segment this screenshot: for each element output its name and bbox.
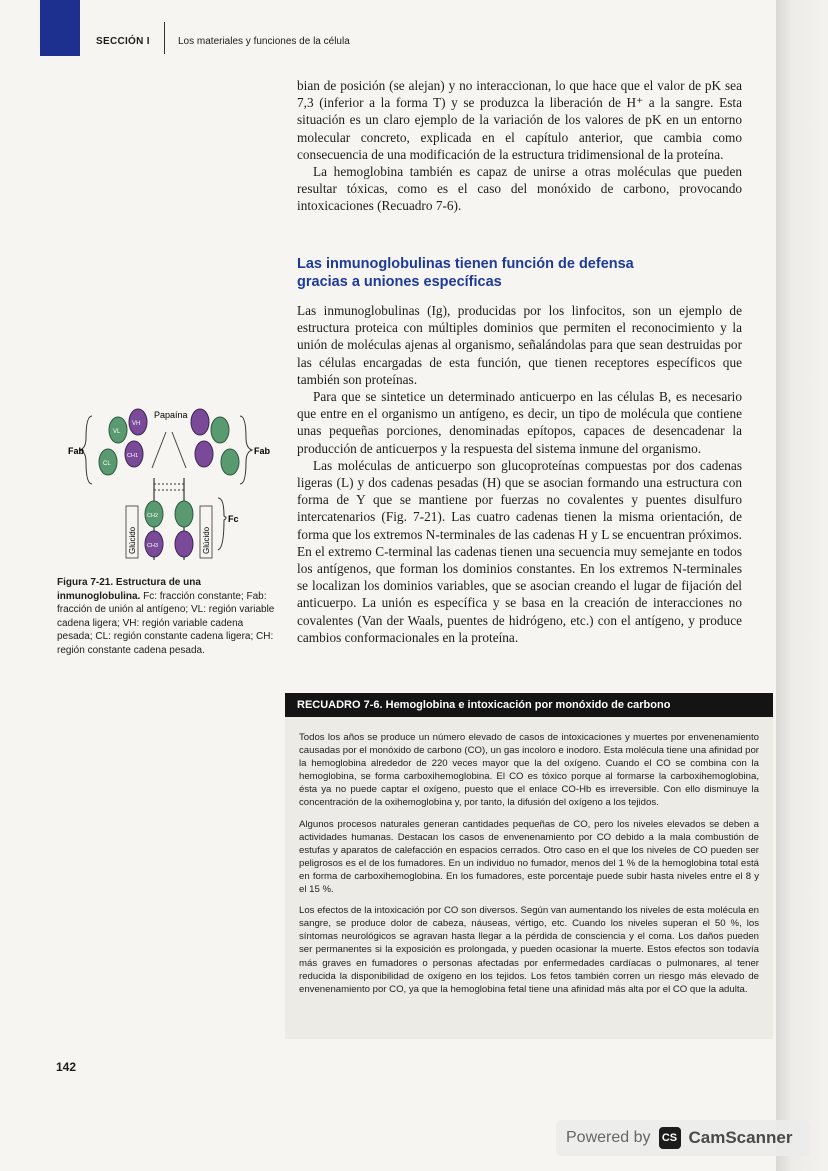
ch2-right-domain [175, 501, 193, 527]
ch1-right-domain [195, 441, 213, 467]
hinge-right [172, 432, 186, 468]
recuadro-box [285, 693, 773, 1039]
watermark-powered-text: Powered by [566, 1129, 651, 1146]
vh-label: VH [132, 421, 141, 427]
watermark-brand: CamScanner [688, 1128, 793, 1147]
recuadro-title: RECUADRO 7-6. Hemoglobina e intoxicación por monóxido de carbono [285, 693, 773, 717]
subheading-line-2: gracias a uniones específicas [297, 274, 502, 290]
recuadro-paragraph-1: Todos los años se produce un número elevado de casos de intoxicaciones y muertes por envenenamiento causadas por el monóxido de carbono (CO), un gas incoloro e inodoro. Esta molécula tiene una afinidad por la hemoglobina alrededor de 220 veces mayor que la del oxígeno. Cuando el CO se combina con la hemoglobina, se forma carboxihemoglobina. El CO es tóxico porque al formarse la carboxihemoglobina, ésta ya no puede captar el oxígeno, puesto que el enlace CO-Hb es irreversible. Con ello disminuye la concentración de la oxihemoglobina y, por tanto, la difusión del oxígeno a los tejidos. [299, 732, 759, 809]
camscanner-logo-icon: CS [659, 1127, 681, 1149]
glucido-right-label: Glúcido [202, 526, 211, 554]
paragraph-5: Las moléculas de anticuerpo son glucoproteínas compuestas por dos cadenas ligeras (L) y dos cadenas pesadas (H) que se asocian formando una estructura con forma de Y que se mantiene por fuerzas no covalentes y puentes disulfuro intercatenarios (Fig. 7-21). Las cuatro cadenas tienen la misma orientación, de forma que los extremos N-terminales de las cadenas H y L se encuentran próximos. En el extremo C-terminal las cadenas tienen una secuencia muy semejante en todos los antígenos, que forman los dominios constantes. En los extremos N-terminales se localizan los dominios variables, que se asocian creando el lugar de fijación del anticuerpo. La unión es específica y se basa en la creación de interacciones no covalentes (Van der Waals, puentes de hidrógeno, etc.) con el antígeno, y produce cambios conformacionales en la proteína. [297, 457, 742, 645]
papain-label: Papaína [154, 410, 188, 420]
body-column-top [297, 77, 742, 215]
vl-label: VL [113, 429, 121, 435]
recuadro-paragraph-2: Algunos procesos naturales generan cantidades pequeñas de CO, pero los niveles elevados se deben a actividades humanas. Destacan los casos de envenenamiento por CO debido a la mala combustión de estufas y aparatos de calefacción en espacios cerrados. Otro caso en el que los niveles de CO pueden ser peligrosos es el de los fumadores. En un individuo no fumador, menos del 1 % de la hemoglobina total está en forma de carboxihemoglobina. En los fumadores, este porcentaje puede subir hasta niveles entre el 8 y el 15 %. [299, 818, 759, 896]
ch2-label: CH2 [147, 513, 159, 519]
page-number: 142 [56, 1060, 77, 1074]
section-label: SECCIÓN I [96, 36, 150, 47]
fab-right-brace [240, 416, 252, 484]
camscanner-watermark [556, 1120, 810, 1156]
fc-brace [218, 498, 226, 550]
paragraph-3: Las inmunoglobulinas (Ig), producidas por los linfocitos, son un ejemplo de estructura proteica con múltiples dominios que permiten el reconocimiento y la unión de moléculas ajenas al organismo, señalándolas para que sean destruidas por las células encargadas de esta función, que tienen receptores específicos que también son proteínas. [297, 303, 742, 387]
hinge-left [152, 432, 166, 468]
immunoglobulin-figure [68, 398, 280, 568]
ch3-right-domain [175, 531, 193, 557]
figure-caption [57, 576, 279, 658]
header-divider [164, 22, 165, 54]
cl-right-domain [221, 449, 239, 475]
section-color-tab [40, 0, 80, 56]
cl-label: CL [103, 461, 111, 467]
section-subheading [297, 255, 737, 291]
paragraph-2: La hemoglobina también es capaz de unirse a otras moléculas que pueden resultar tóxicas, como es el caso del monóxido de carbono, provocando intoxicaciones (Recuadro 7-6). [297, 164, 742, 214]
glucido-left-label: Glúcido [128, 526, 137, 554]
page-edge-shadow [776, 0, 828, 1171]
chapter-title: Los materiales y funciones de la célula [178, 36, 350, 47]
subheading-line-1: Las inmunoglobulinas tienen función de defensa [297, 256, 634, 272]
figure-caption-body: Fc: fracción constante; Fab: fracción de unión al antígeno; VL: región variable cadena ligera; VH: región variable cadena pesada; CL: región constante cadena ligera; CH: región constante cadena pesada. [57, 590, 275, 656]
vh-right-domain [191, 409, 209, 435]
vl-right-domain [211, 417, 229, 443]
ch3-label: CH3 [147, 543, 159, 549]
fab-left-label: Fab [68, 446, 85, 456]
fab-right-label: Fab [254, 446, 271, 456]
ch1-label: CH1 [127, 453, 139, 459]
recuadro-text [299, 731, 759, 996]
fc-label: Fc [228, 514, 239, 524]
body-column-main [297, 302, 742, 646]
paragraph-4: Para que se sintetice un determinado anticuerpo en las células B, es necesario que entre en el organismo un antígeno, es decir, un tipo de molécula que contiene unas pequeñas porciones, denominadas epítopos, capaces de desencadenar la producción de anticuerpos y la respuesta del sistema inmune del organismo. [297, 389, 742, 456]
paragraph-1: bian de posición (se alejan) y no interaccionan, lo que hace que el valor de pK sea 7,3 (inferior a la forma T) y se produzca la liberación de H⁺ a la sangre. Esta situación es un claro ejemplo de la variación de los valores de pK en un entorno molecular concreto, explicada en el capítulo anterior, que cambia como consecuencia de una modificación de la estructura tridimensional de la proteína. [297, 78, 742, 162]
figure-caption-title: Figura 7-21. Estructura de una inmunoglobulina. [57, 577, 201, 602]
recuadro-paragraph-3: Los efectos de la intoxicación por CO son diversos. Según van aumentando los niveles de esta molécula en sangre, se produce dolor de cabeza, náuseas, vértigo, etc. Cuando los niveles superan el 50 %, los síntomas neurológicos se agravan hasta llegar a la pérdida de consciencia y el coma. Los daños pueden ser permanentes si la exposición es prolongada, y pueden ocasionar la muerte. Estos efectos son todavía más graves en fumadores o personas afectadas por enfermedades cardíacas o pulmonares, al tener reducida la disponibilidad de oxígeno en los tejidos. Los fetos también corren un riesgo más elevado de envenenamiento por CO, ya que la hemoglobina fetal tiene una afinidad más alta por el CO que la adulta. [299, 905, 759, 995]
